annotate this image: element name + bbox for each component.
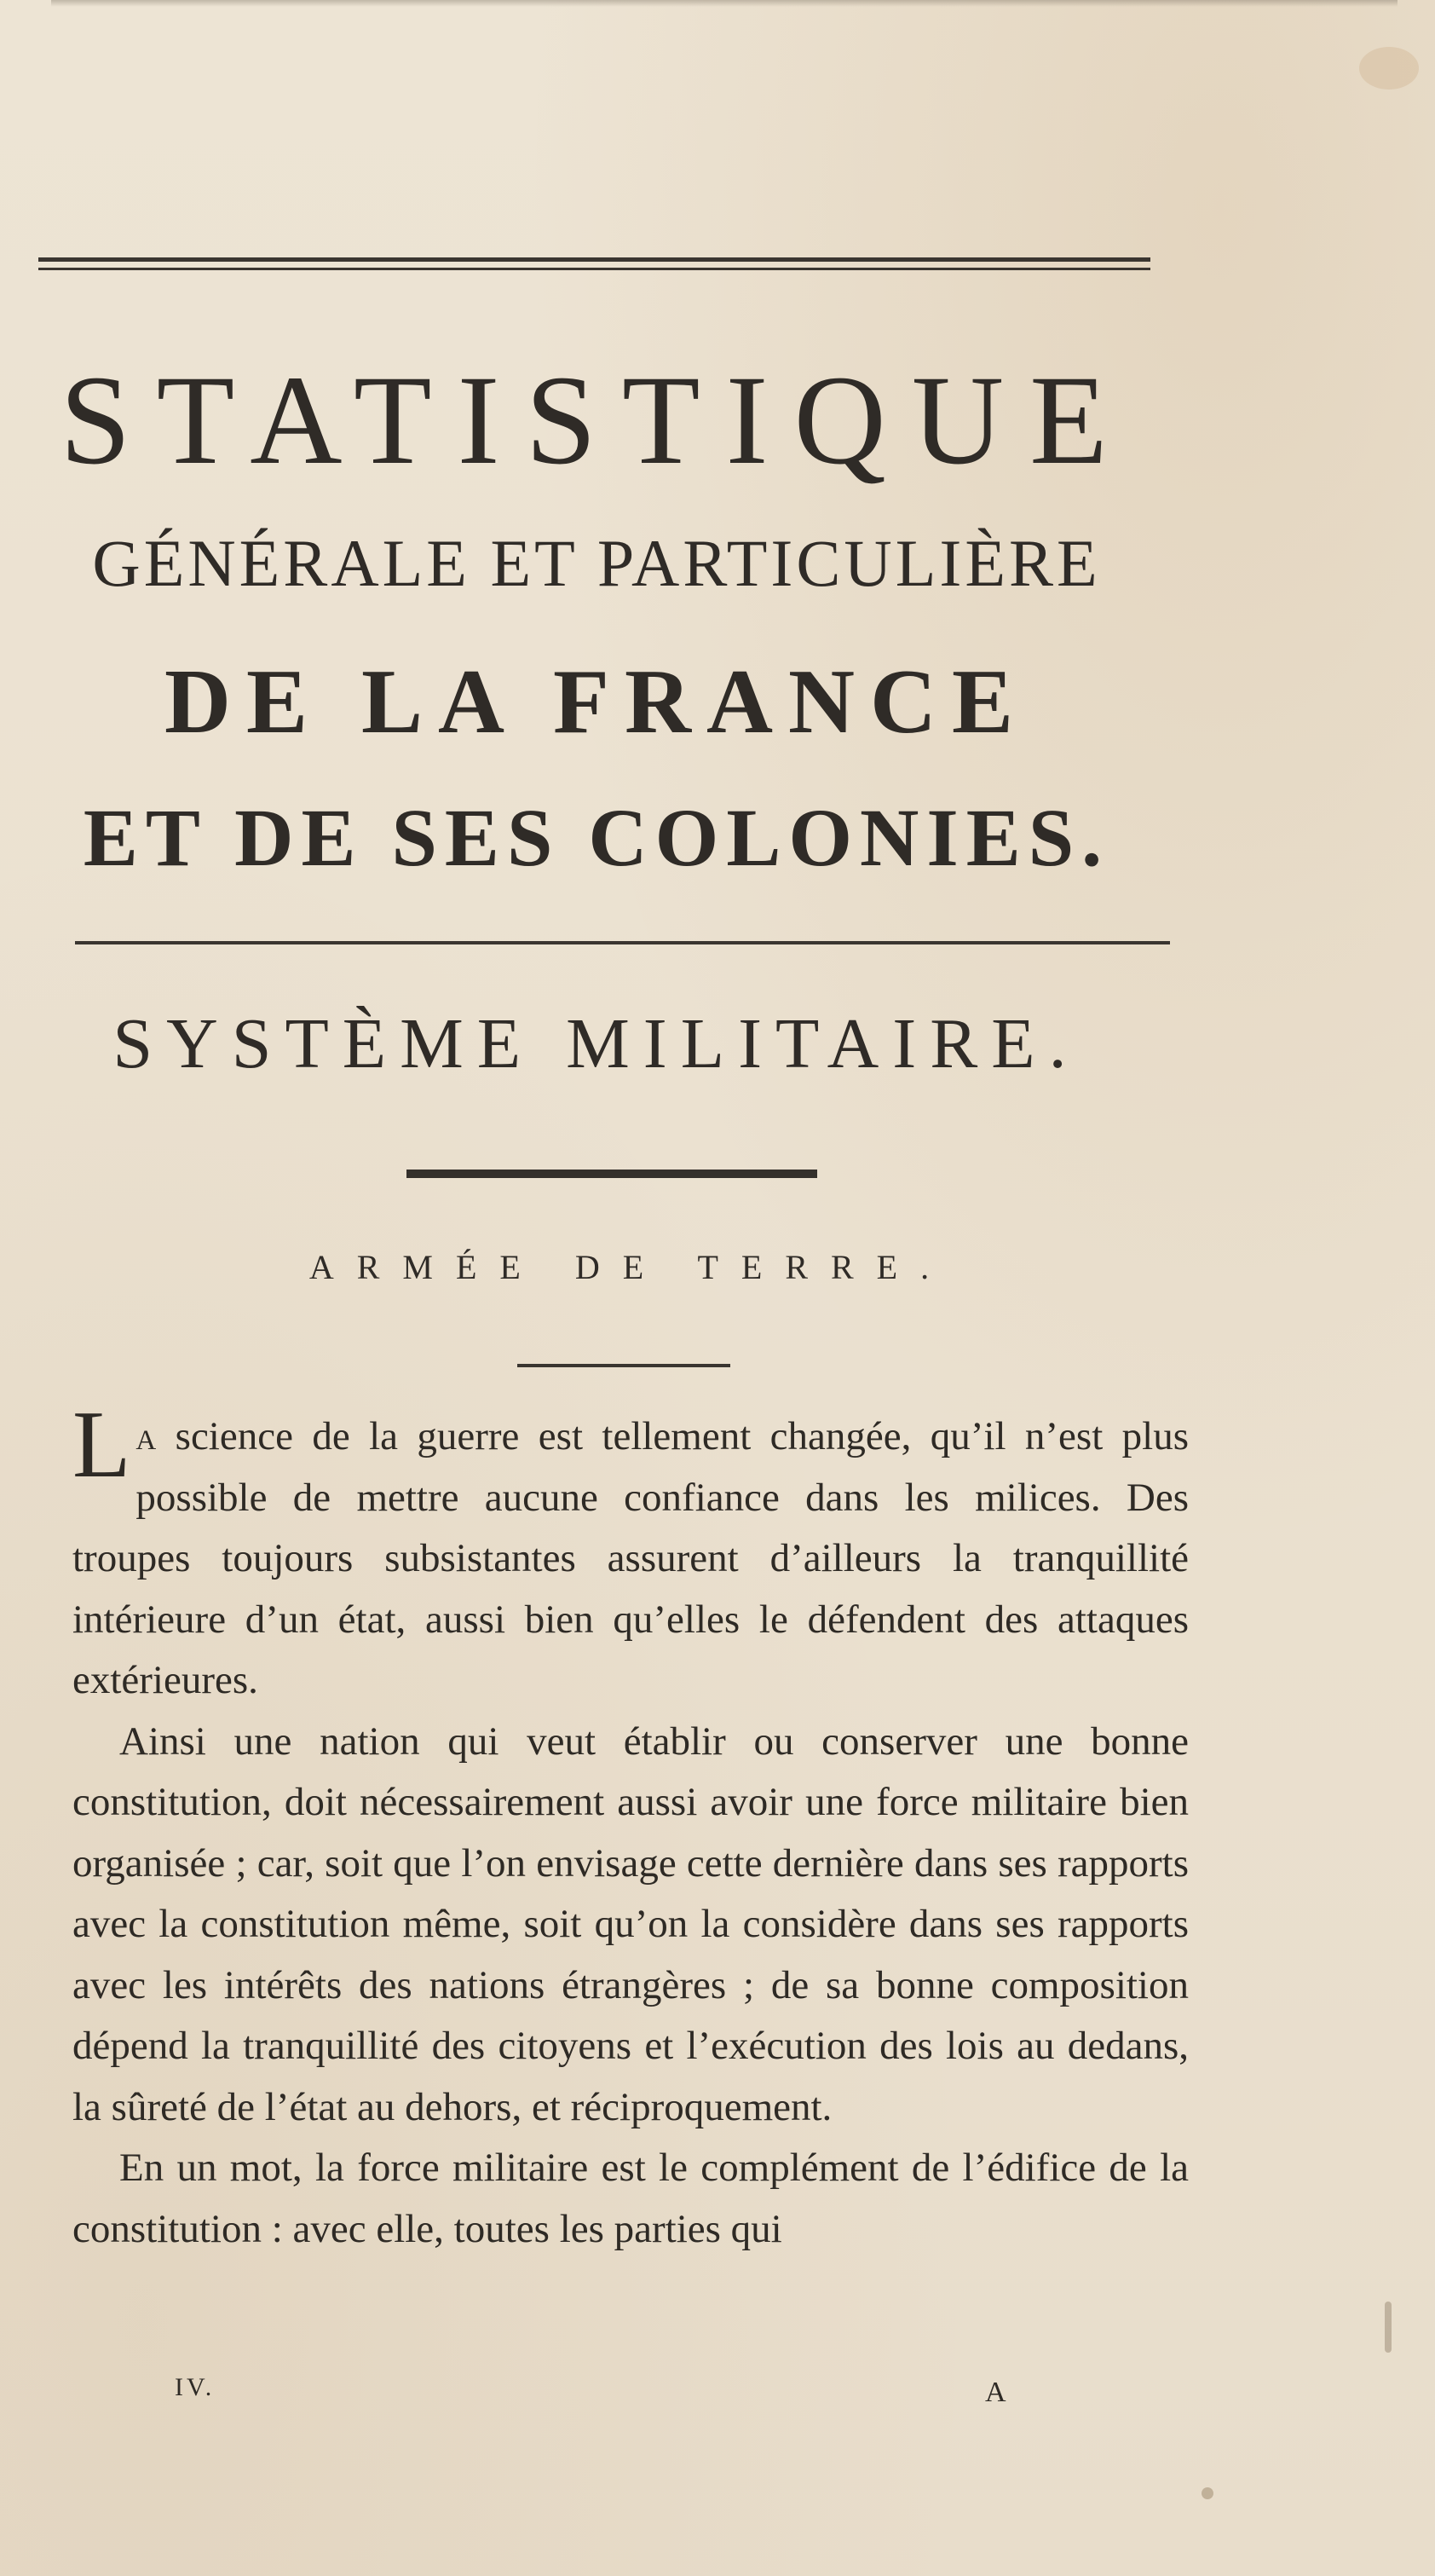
- gathering-mark: A: [985, 2377, 1006, 2408]
- title-line-2: GÉNÉRALE ET PARTICULIÈRE: [92, 526, 1101, 600]
- title-line-4: ET DE SES COLONIES.: [83, 792, 1110, 883]
- section-divider-rule: [406, 1170, 817, 1178]
- edge-stain: [1385, 2302, 1392, 2353]
- title-line-3: DE LA FRANCE: [164, 651, 1029, 753]
- page-top-edge: [51, 0, 1398, 7]
- drop-cap: L: [72, 1392, 131, 1498]
- title-line-1: STATISTIQUE: [60, 349, 1133, 491]
- subsection-divider-rule: [517, 1364, 730, 1367]
- subsection-title: ARMÉE DE TERRE.: [308, 1248, 953, 1286]
- ink-spot: [1202, 2487, 1213, 2499]
- section-title: SYSTÈME MILITAIRE.: [112, 1004, 1081, 1083]
- title-divider-rule: [75, 941, 1170, 944]
- paragraph-1: [72, 1392, 1189, 1712]
- paragraph-3: En un mot, la force militaire est le complément de l’édifice de la constitution : avec elle, toutes les parties qui: [72, 2146, 1189, 2251]
- paragraph-2: Ainsi une nation qui veut établir ou conserver une bonne constitution, doit nécessairement aussi avoir une force militaire bien organisée ; car, soit que l’on envisage cette dernière dans ses rapports avec la constitution même, soit qu’on la considère dans ses rapports avec les intérêts des nations étrangères ; de sa bonne composition dépend la tranquillité des citoyens et l’exécution des lois au dedans, la sûreté de l’état au dehors, et réciproquement.: [72, 1718, 1189, 2129]
- paragraph-1-text: science de la guerre est tellement changée, qu’il n’est plus possible de mettre aucune confiance dans les milices. Des troupes toujours subsistantes assurent d’ailleurs la tranquillité intérieure d’un état, aussi bien qu’elles le défendent des attaques extérieures.: [72, 1414, 1189, 1702]
- paper-stain: [1359, 47, 1419, 90]
- body-text: [72, 1392, 1189, 2260]
- drop-cap-continuation: a: [135, 1414, 157, 1458]
- header-double-rule: [38, 257, 1150, 273]
- signature-mark: IV.: [175, 2373, 216, 2401]
